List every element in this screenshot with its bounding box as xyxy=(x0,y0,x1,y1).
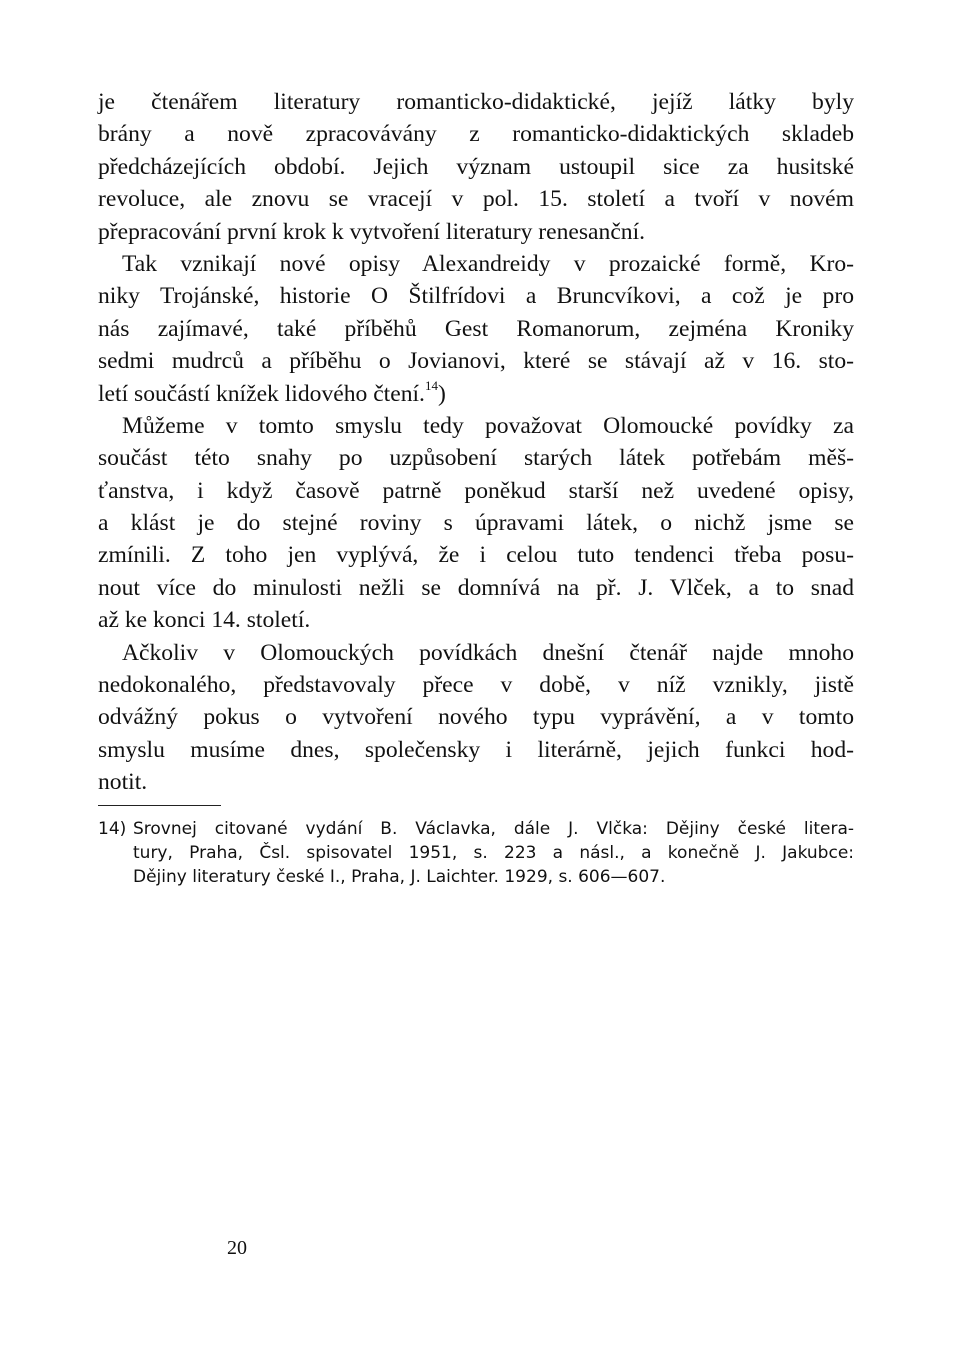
text-line: nedokonalého, představovaly přece v době, v níž vznikly, jistě xyxy=(98,672,854,699)
footnote-text: Srovnej citované vydání B. Václavka, dále J. Vlčka: Dějiny české litera- xyxy=(133,819,854,839)
text-line: sedmi mudrců a příběhu o Jovianovi, které se stávají až v 16. sto- xyxy=(98,348,854,375)
text-line: revoluce, ale znovu se vracejí v pol. 15. století a tvoří v novém xyxy=(98,186,854,213)
footnote-marker: 14) xyxy=(98,819,127,839)
page-number: 20 xyxy=(227,1237,247,1259)
footnote-reference-paren: ) xyxy=(437,380,446,407)
text-line: Můžeme v tomto smyslu tedy považovat Olomoucké povídky za xyxy=(122,412,854,439)
body-text xyxy=(98,86,854,799)
text-line: niky Trojánské, historie O Štilfrídovi a Bruncvíkovi, a což je pro xyxy=(98,283,854,310)
text-line: smyslu musíme dnes, společensky i literárně, jejich funkci hod- xyxy=(98,736,854,763)
text-line: notit. xyxy=(98,769,148,796)
footnote-reference: 14 xyxy=(424,377,438,393)
text-line: zmínili. Z toho jen vyplývá, že i celou tuto tendenci třeba posu- xyxy=(98,542,854,569)
text-line: předcházejících období. Jejich význam ustoupil sice za husitské xyxy=(98,153,854,180)
footnote xyxy=(98,817,854,889)
footnote-line xyxy=(98,817,854,841)
text-line: je čtenářem literatury romanticko-didaktické, jejíž látky byly xyxy=(98,89,854,115)
text-line: odvážný pokus o vytvoření nového typu vyprávění, a v tomto xyxy=(98,704,854,731)
footnote-separator xyxy=(98,805,221,806)
text-line: letí součástí knížek lidového čtení. xyxy=(98,380,425,407)
text-line: součást této snahy po uzpůsobení starých látek potřebám měš- xyxy=(98,445,854,472)
text-line: Tak vznikají nové opisy Alexandreidy v prozaické formě, Kro- xyxy=(122,250,854,277)
text-line: nout více do minulosti nežli se domnívá na př. J. Vlček, a to snad xyxy=(98,574,854,601)
text-line: ťanstva, i když časově patrně poněkud starší než uvedené opisy, xyxy=(98,477,854,504)
text-line: nás zajímavé, také příběhů Gest Romanorum, zejména Kroniky xyxy=(98,315,854,342)
text-line-with-note xyxy=(98,378,854,410)
text-line: přepracování první krok k vytvoření literatury renesanční. xyxy=(98,218,646,245)
text-line: a klást je do stejné roviny s úpravami látek, o nichž jsme se xyxy=(98,510,854,537)
footnote-line: Dějiny literatury české I., Praha, J. Laichter. 1929, s. 606—607. xyxy=(133,867,666,887)
text-line: brány a nově zpracovávány z romanticko-didaktických skladeb xyxy=(98,121,854,148)
text-line: až ke konci 14. století. xyxy=(98,607,311,634)
footnote-line: tury, Praha, Čsl. spisovatel 1951, s. 223 a násl., a konečně J. Jakubce: xyxy=(133,843,854,863)
text-line: Ačkoliv v Olomouckých povídkách dnešní čtenář najde mnoho xyxy=(122,639,854,666)
